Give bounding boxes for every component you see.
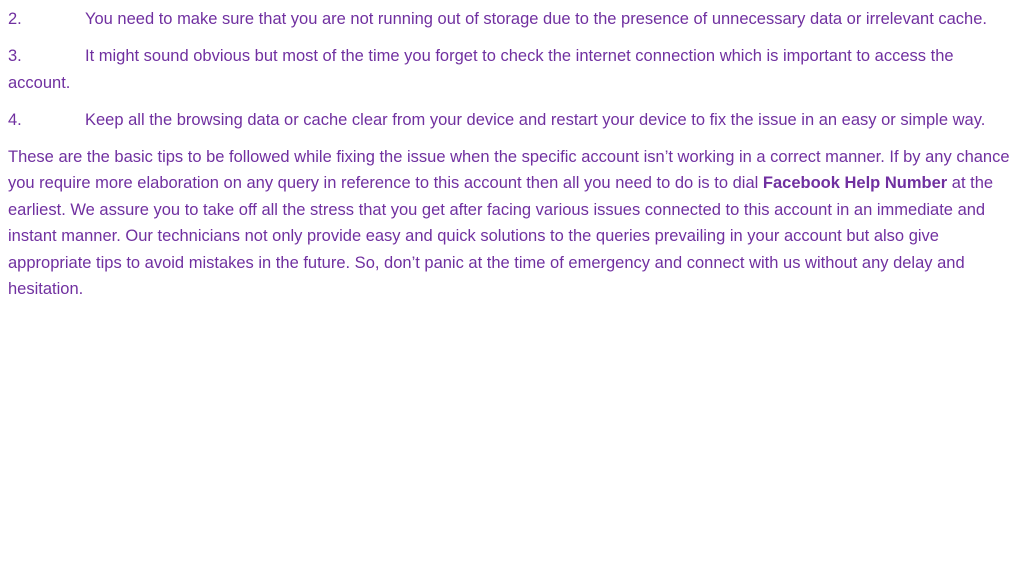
list-item-text: It might sound obvious but most of the time you forget to check the internet connection which is important to access the account. [8,47,954,92]
document-body [8,6,1014,303]
list-item [8,43,1014,96]
list-item-number: 4. [8,110,22,129]
paragraph-text-before: These are the basic tips to be followed while fixing the issue when the specific account isn’t working in a correct manner. If by any chance you require more elaboration on any query in reference to this account then all you need to do is to dial [8,147,1010,192]
facebook-help-number-text: Facebook Help Number [762,174,948,192]
list-item-text: Keep all the browsing data or cache clear from your device and restart your device to fix the issue in an easy or simple way. [85,110,986,129]
list-item-number: 2. [8,10,22,28]
paragraph-text-after: at the earliest. We assure you to take off all the stress that you get after facing various issues connected to this account in an immediate and instant manner. Our technicians not only provide easy and quick solutions to the queries prevailing in your account but also give appropriate tips to avoid mistakes in the future. So, don’t panic at the time of emergency and connect with us without any delay and hesitation. [8,174,994,298]
list-item [8,107,1014,134]
list-item-number: 3. [8,47,22,65]
list-item [8,6,1014,33]
list-item-text: You need to make sure that you are not running out of storage due to the presence of unnecessary data or irrelevant cache. [85,10,987,28]
closing-paragraph [8,144,1014,303]
